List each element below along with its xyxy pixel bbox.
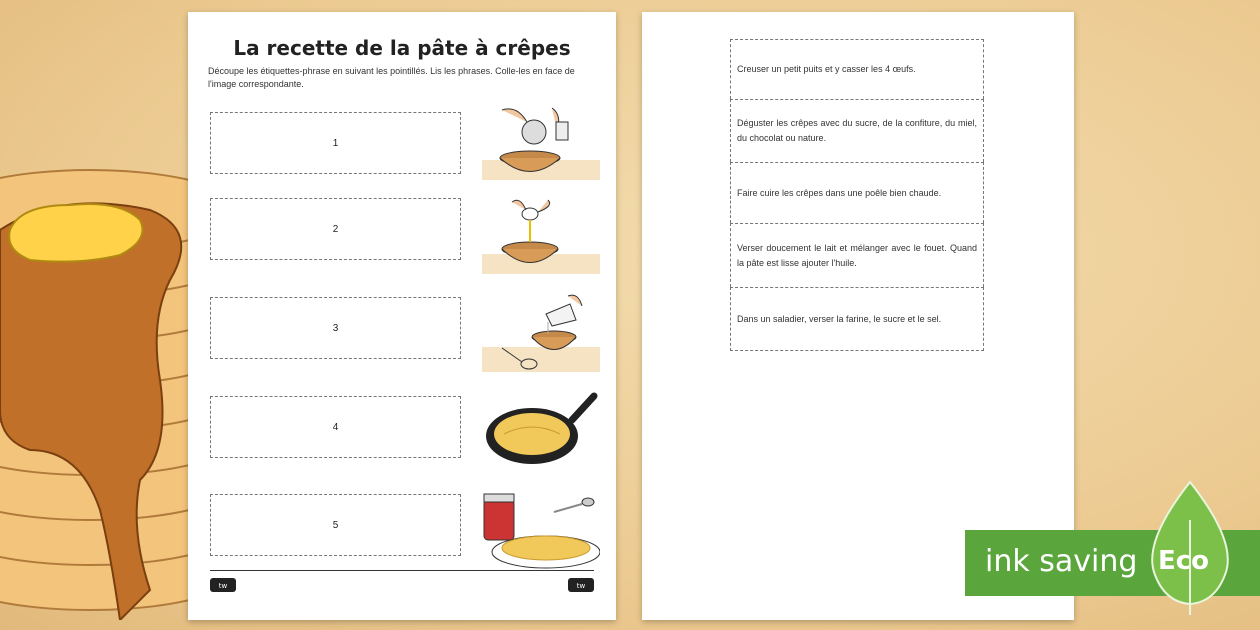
footer-divider	[210, 570, 594, 571]
worksheet-instructions: Découpe les étiquettes-phrase en suivant les pointillés. Lis les phrases. Colle-les en face de l'image correspondante.	[208, 66, 575, 89]
answer-box-5: 5	[210, 494, 461, 556]
answer-box-4: 4	[210, 396, 461, 458]
sentence-strip-4: Verser doucement le lait et mélanger avec le fouet. Quand la pâte est lisse ajouter l'huile.	[730, 223, 984, 287]
cutout-strips-page	[642, 12, 1074, 620]
cracking-egg-picture	[482, 194, 600, 274]
eco-label: Eco	[1158, 546, 1210, 576]
publisher-logo-icon	[210, 578, 236, 592]
svg-text:tw: tw	[218, 582, 228, 590]
crepes-with-jam-picture	[482, 490, 600, 570]
answer-box-3: 3	[210, 297, 461, 359]
sentence-strip-1: Creuser un petit puits et y casser les 4 œufs.	[730, 39, 984, 99]
sentence-strips	[730, 39, 984, 351]
worksheet-title: La recette de la pâte à crêpes	[233, 36, 571, 60]
sentence-strip-3: Faire cuire les crêpes dans une poêle bien chaude.	[730, 162, 984, 223]
ink-saving-label: ink saving	[985, 544, 1138, 579]
sentence-strip-2: Déguster les crêpes avec du sucre, de la confiture, du miel, du chocolat ou nature.	[730, 99, 984, 162]
pouring-milk-picture	[482, 292, 600, 372]
crepe-in-pan-picture	[482, 390, 600, 470]
svg-text:tw: tw	[576, 582, 586, 590]
sentence-strip-5: Dans un saladier, verser la farine, le sucre et le sel.	[730, 287, 984, 351]
worksheet-page	[188, 12, 616, 620]
answer-box-2: 2	[210, 198, 461, 260]
answer-box-1: 1	[210, 112, 461, 174]
publisher-logo-icon	[568, 578, 594, 592]
sifting-flour-picture	[482, 100, 600, 180]
